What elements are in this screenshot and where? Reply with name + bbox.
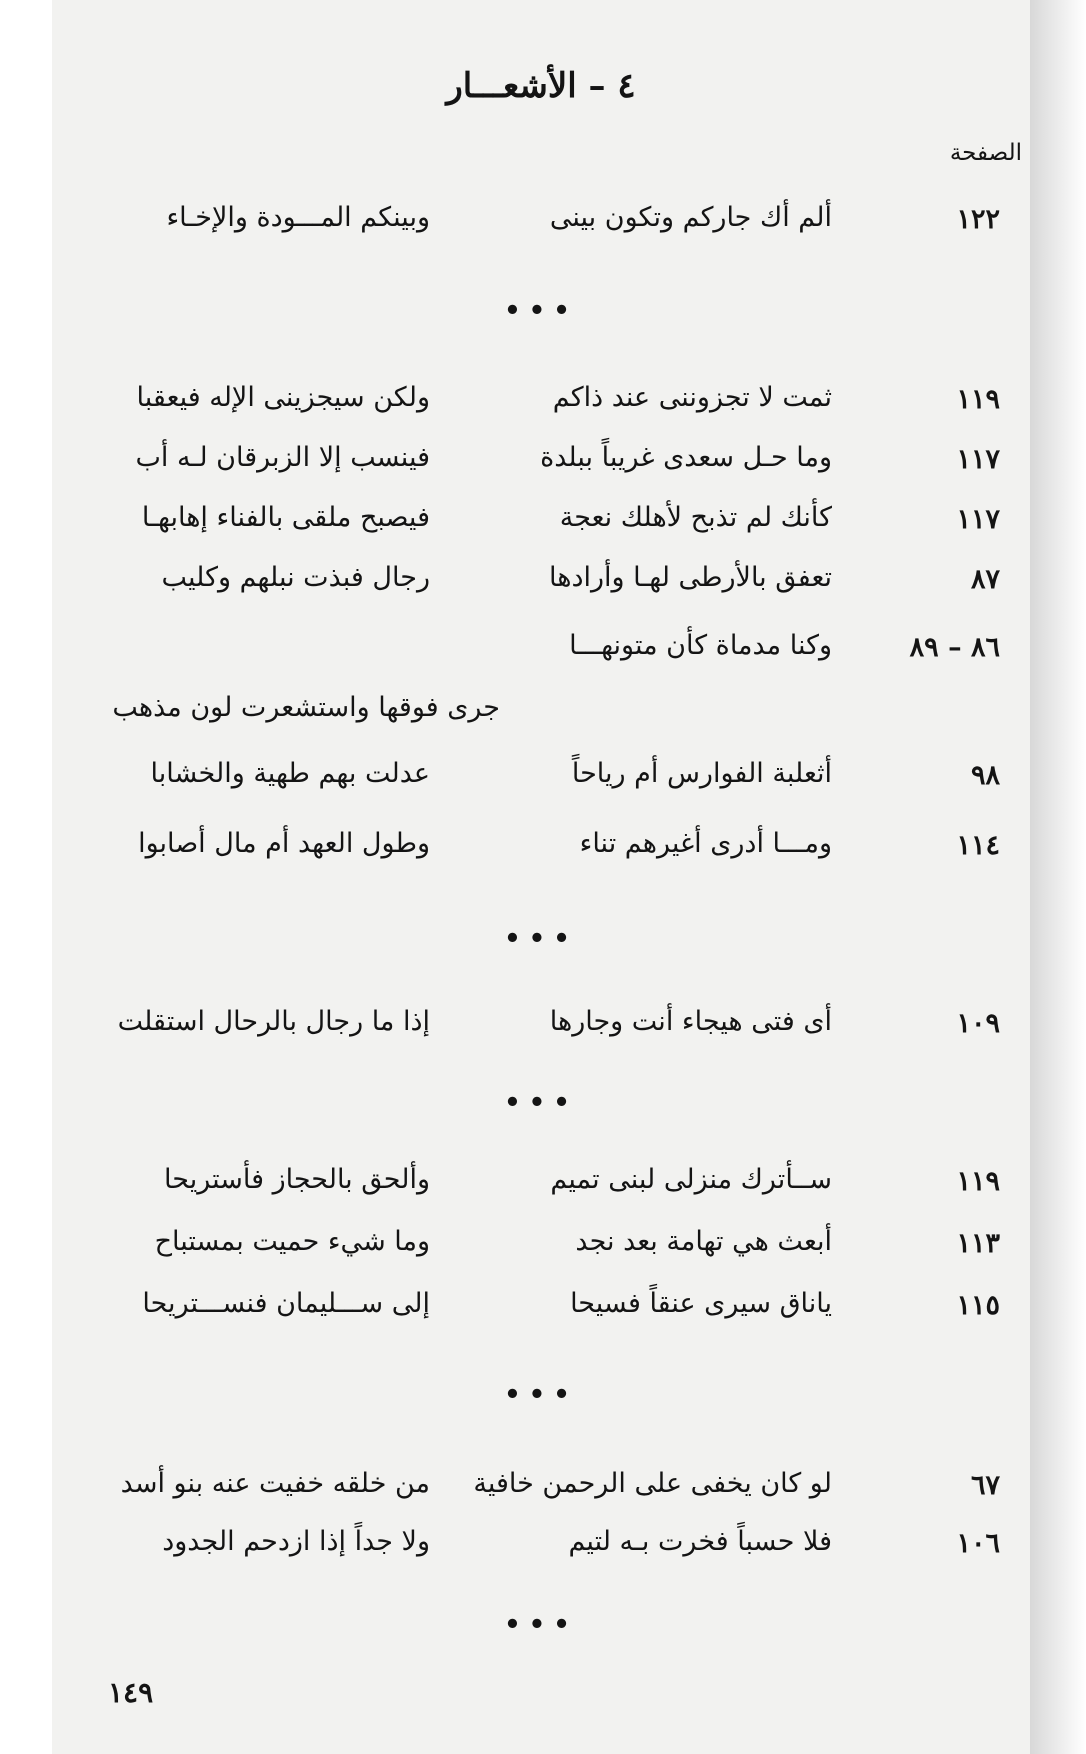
section-separator: ••• — [504, 924, 578, 954]
verse-row — [52, 1520, 1030, 1576]
verse-first-hemistich: ألم أك جاركم وتكون بينى — [549, 202, 832, 233]
verse-row — [52, 196, 1030, 252]
verse-first-hemistich: ثمت لا تجزوننى عند ذاكم — [552, 382, 832, 413]
verse-row — [52, 752, 1030, 808]
verse-second-hemistich: إذا ما رجال بالرحال استقلت — [117, 1006, 430, 1037]
verse-second-hemistich: وما شيء حميت بمستباح — [154, 1226, 430, 1257]
verse-page-ref: ١٢٢ — [956, 204, 1000, 235]
verse-page-ref: ١١٤ — [956, 830, 1000, 861]
verse-first-hemistich: وما حـل سعدى غريباً ببلدة — [540, 442, 832, 473]
verse-row — [52, 376, 1030, 432]
verse-page-ref: ٨٦ – ٨٩ — [909, 632, 1000, 663]
verse-second-hemistich: وطول العهد أم مال أصابوا — [138, 828, 430, 859]
page-column-caption: الصفحة — [949, 140, 1022, 166]
verse-page-ref: ٦٧ — [970, 1470, 1000, 1501]
book-page — [52, 0, 1030, 1754]
verse-page-ref: ١١٩ — [956, 384, 1000, 415]
verse-second-hemistich: فيصبح ملقى بالفناء إهابهـا — [141, 502, 430, 533]
verse-page-ref: ١١٧ — [956, 444, 1000, 475]
section-separator: ••• — [504, 1610, 578, 1640]
verse-first-hemistich: لو كان يخفى على الرحمن خافية — [473, 1468, 832, 1499]
verse-first-hemistich: فلا حسباً فخرت بـه لتيم — [568, 1526, 832, 1557]
verse-second-hemistich: ولا جداً إذا ازدحم الجدود — [162, 1526, 430, 1557]
verse-continuation-row — [52, 686, 1030, 742]
verse-page-ref: ١٠٦ — [956, 1528, 1000, 1559]
verse-second-hemistich: عدلت بهم طهية والخشابا — [150, 758, 430, 789]
verse-row — [52, 556, 1030, 612]
section-separator: ••• — [504, 296, 578, 326]
verse-second-hemistich: رجال فبذت نبلهم وكليب — [161, 562, 430, 593]
verse-row — [52, 624, 1030, 680]
verse-page-ref: ١١٧ — [956, 504, 1000, 535]
verse-row — [52, 1282, 1030, 1338]
section-title: ٤ – الأشعـــار — [446, 66, 636, 106]
verse-row — [52, 822, 1030, 878]
verse-page-ref: ٩٨ — [970, 760, 1000, 791]
verse-second-hemistich: وألحق بالحجاز فأستريحا — [164, 1164, 430, 1195]
verse-row — [52, 1462, 1030, 1518]
verse-first-hemistich: ياناق سيرى عنقاً فسيحا — [570, 1288, 832, 1319]
verse-second-hemistich: فينسب إلا الزبرقان لـه أب — [135, 442, 430, 473]
verse-first-hemistich: كأنك لم تذبح لأهلك نعجة — [559, 502, 832, 533]
page-number: ١٤٩ — [108, 1676, 154, 1709]
section-separator: ••• — [504, 1380, 578, 1410]
verse-page-ref: ١١٣ — [956, 1228, 1000, 1259]
verse-first-hemistich: أى فتى هيجاء أنت وجارها — [549, 1006, 832, 1037]
verse-row — [52, 1000, 1030, 1056]
verse-row — [52, 1158, 1030, 1214]
verse-row — [52, 496, 1030, 552]
page-edge-shadow — [1030, 0, 1086, 1754]
verse-first-hemistich: تعفق بالأرطى لهـا وأرادها — [548, 562, 832, 593]
verse-second-hemistich: جرى فوقها واستشعرت لون مذهب — [112, 692, 500, 723]
verse-second-hemistich: ولكن سيجزينى الإله فيعقبا — [136, 382, 430, 413]
verse-first-hemistich: ســأترك منزلى لبنى تميم — [550, 1164, 832, 1195]
verse-first-hemistich: ومـــا أدرى أغيرهم تناء — [579, 828, 832, 859]
verse-page-ref: ٨٧ — [970, 564, 1000, 595]
verse-page-ref: ١٠٩ — [956, 1008, 1000, 1039]
verse-first-hemistich: وكنا مدماة كأن متونهـــا — [569, 630, 832, 661]
verse-page-ref: ١١٩ — [956, 1166, 1000, 1197]
verse-row — [52, 1220, 1030, 1276]
section-separator: ••• — [504, 1088, 578, 1118]
verse-second-hemistich: وبينكم المـــودة والإخـاء — [166, 202, 430, 233]
verse-row — [52, 436, 1030, 492]
verse-first-hemistich: أبعث هي تهامة بعد نجد — [575, 1226, 832, 1257]
verse-page-ref: ١١٥ — [956, 1290, 1000, 1321]
verse-first-hemistich: أثعلبة الفوارس أم رياحاً — [571, 758, 832, 789]
verse-second-hemistich: إلى ســـليمان فنســـتريحا — [142, 1288, 430, 1319]
verse-second-hemistich: من خلقه خفيت عنه بنو أسد — [120, 1468, 430, 1499]
